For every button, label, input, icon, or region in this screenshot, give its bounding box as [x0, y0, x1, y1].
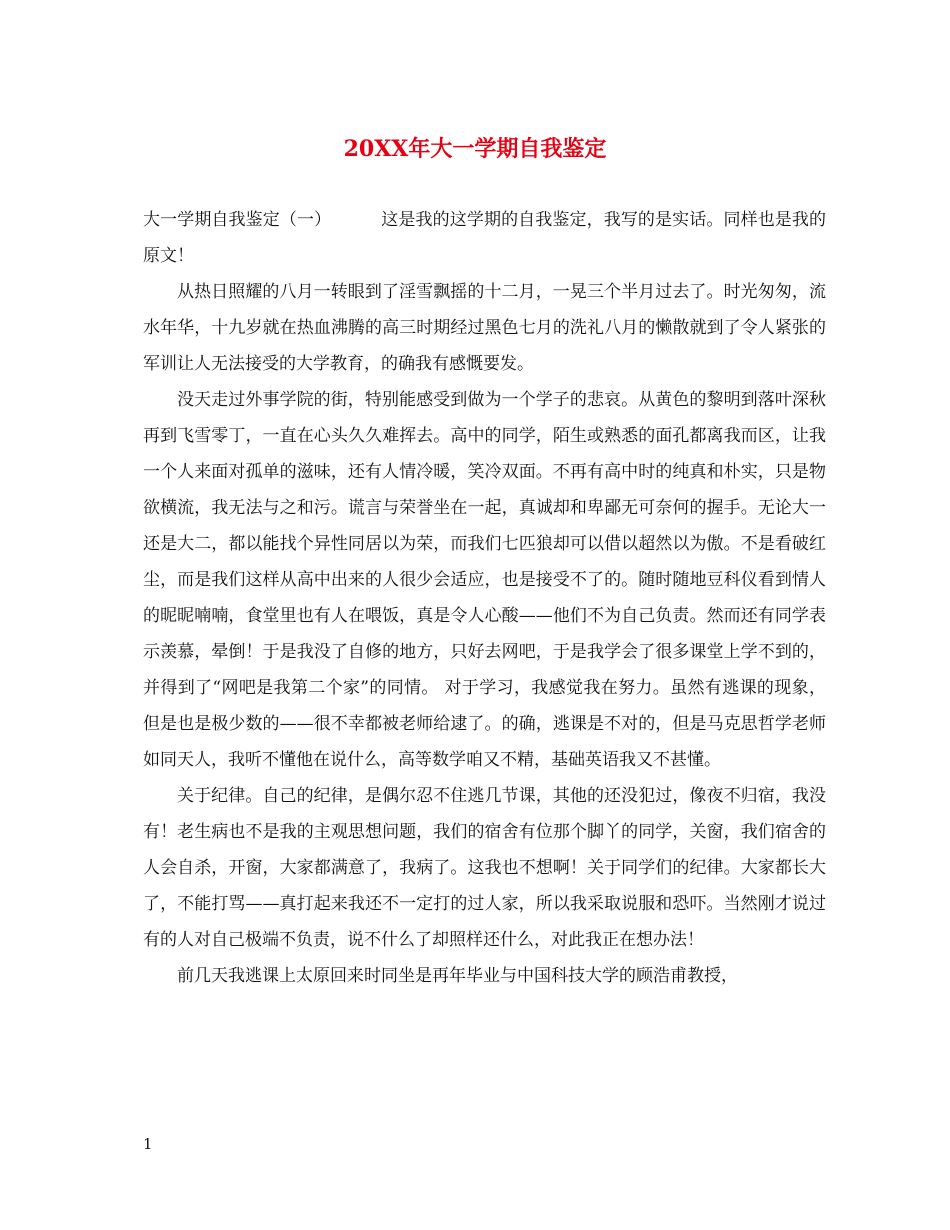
intro-heading: 大一学期自我鉴定（一）: [143, 210, 332, 230]
paragraph-1: 从热日照耀的八月一转眼到了淫雪飘摇的十二月，一晃三个半月过去了。时光匆匆，流水年华，十九岁就在热血沸腾的高三时期经过黑色七月的洗礼八月的懒散就到了令人紧张的军训让人无法接受的大学教育，的确我有感慨要发。: [143, 282, 826, 374]
paragraph-2: 没天走过外事学院的街，特别能感受到做为一个学子的悲哀。从黄色的黎明到落叶深秋再到飞雪零丁，一直在心头久久难挥去。高中的同学，陌生或熟悉的面孔都离我而区，让我一个人来面对孤单的滋味，还有人情冷暖，笑冷双面。不再有高中时的纯真和朴实，只是物欲横流，我无法与之和污。谎言与荣誉坐在一起，真诚却和卑鄙无可奈何的握手。无论大一还是大二，都以能找个异性同居以为荣，而我们七匹狼却可以借以超然以为傲。不是看破红尘，而是我们这样从高中出来的人很少会适应，也是接受不了的。随时随地豆科仪看到情人的昵昵喃喃，食堂里也有人在喂饭，真是令人心酸——他们不为自己负责。然而还有同学表示羡慕，晕倒！于是我没了自修的地方，只好去网吧，于是我学会了很多课堂上学不到的，并得到了“网吧是我第二个家”的同情。 对于学习，我感觉我在努力。虽然有逃课的现象，但是也是极少数的——很不幸都被老师给逮了。的确，逃课是不对的，但是马克思哲学老师如同天人，我听不懂他在说什么，高等数学咱又不精，基础英语我又不甚懂。: [143, 390, 826, 770]
intro-text: 这是我的这学期的自我鉴定，我写的是实话。同样也是我的原文！: [143, 210, 827, 266]
paragraph-4: 前几天我逃课上太原回来时同坐是再年毕业与中国科技大学的顾浩甫教授，: [177, 966, 738, 986]
paragraph-3: 关于纪律。自己的纪律，是偶尔忍不住逃几节课，其他的还没犯过，像夜不归宿，我没有！老生病也不是我的主观思想问题，我们的宿舍有位那个脚丫的同学，关窗，我们宿舍的人会自杀，开窗，大家都满意了，我病了。这我也不想啊！关于同学们的纪律。大家都长大了，不能打骂——真打起来我还不一定打的过人家，所以我采取说服和恐吓。当然刚才说过有的人对自己极端不负责，说不什么了却照样还什么，对此我正在想办法！: [143, 786, 826, 950]
document-body: [143, 202, 826, 994]
page-number: 1: [143, 1135, 153, 1153]
intro-paragraph: [143, 202, 826, 274]
document-title: 20XX年大一学期自我鉴定: [343, 136, 607, 162]
